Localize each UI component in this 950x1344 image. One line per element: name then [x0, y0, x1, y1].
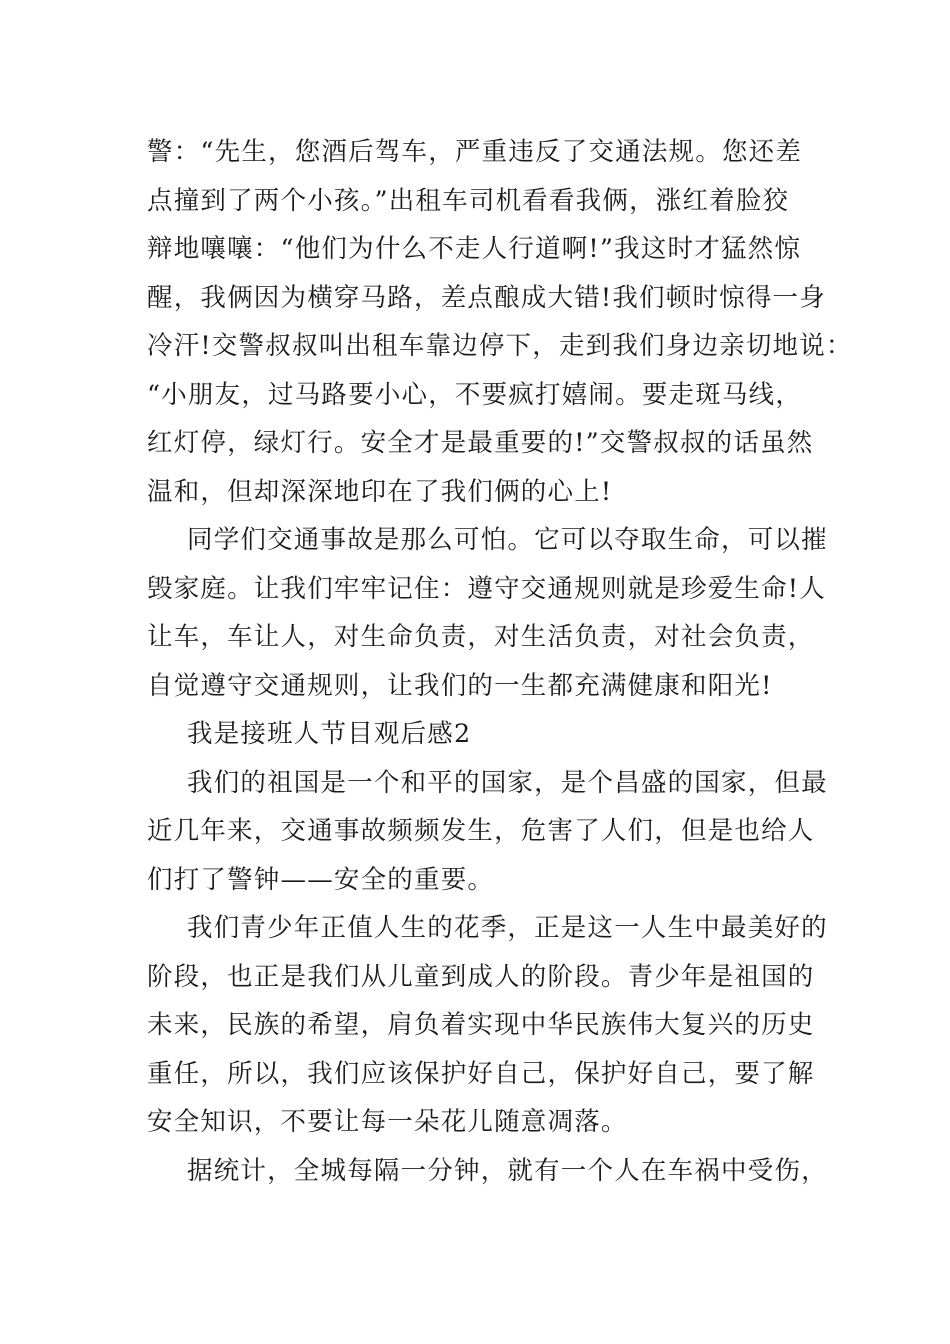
text-line: 安全知识，不要让每一朵花儿随意凋落。 [147, 1107, 628, 1137]
text-line: 自觉遵守交通规则，让我们的一生都充满健康和阳光! [147, 670, 773, 701]
text-line: 温和，但却深深地印在了我们俩的心上! [147, 476, 613, 507]
text-line: 毁家庭。让我们牢牢记住：遵守交通规则就是珍爱生命!人 [147, 573, 826, 604]
paragraph [147, 516, 828, 710]
text-line: 冷汗!交警叔叔叫出租车靠边停下，走到我们身边亲切地说： [147, 331, 853, 361]
paragraph [147, 128, 853, 516]
heading-text: 我是接班人节目观后感2 [187, 719, 472, 749]
text-line: 辩地嚷嚷：“他们为什么不走人行道啊!”我这时才猛然惊 [147, 234, 802, 264]
document-body [147, 128, 853, 1195]
text-line: “小朋友，过马路要小心，不要疯打嬉闹。要走斑马线， [147, 379, 803, 410]
text-line: 让车，车让人，对生命负责，对生活负责，对社会负责， [147, 622, 815, 652]
paragraph [147, 904, 828, 1147]
text-line: 我们青少年正值人生的花季，正是这一人生中最美好的 [187, 913, 828, 943]
text-line: 同学们交通事故是那么可怕。它可以夺取生命，可以摧 [187, 525, 828, 555]
text-line: 未来，民族的希望，肩负着实现中华民族伟大复兴的历史 [147, 1010, 815, 1040]
text-line: 阶段，也正是我们从儿童到成人的阶段。青少年是祖国的 [147, 961, 815, 992]
text-line: 据统计，全城每隔一分钟，就有一个人在车祸中受伤， [187, 1155, 828, 1186]
text-line: 们打了警钟——安全的重要。 [147, 864, 495, 895]
paragraph [147, 759, 828, 905]
text-line: 点撞到了两个小孩。”出租车司机看看我俩，涨红着脸狡 [147, 185, 790, 216]
text-line: 红灯停，绿灯行。安全才是最重要的!”交警叔叔的话虽然 [147, 428, 814, 458]
paragraph [147, 1147, 828, 1196]
text-line: 警：“先生，您酒后驾车，严重违反了交通法规。您还差 [147, 137, 803, 167]
text-line: 近几年来，交通事故频频发生，危害了人们，但是也给人 [147, 816, 815, 846]
text-line: 我们的祖国是一个和平的国家，是个昌盛的国家，但最 [187, 767, 828, 798]
text-line: 重任，所以，我们应该保护好自己，保护好自己，要了解 [147, 1058, 815, 1089]
text-line: 醒，我俩因为横穿马路，差点酿成大错!我们顿时惊得一身 [147, 282, 826, 313]
section-heading [147, 710, 817, 759]
